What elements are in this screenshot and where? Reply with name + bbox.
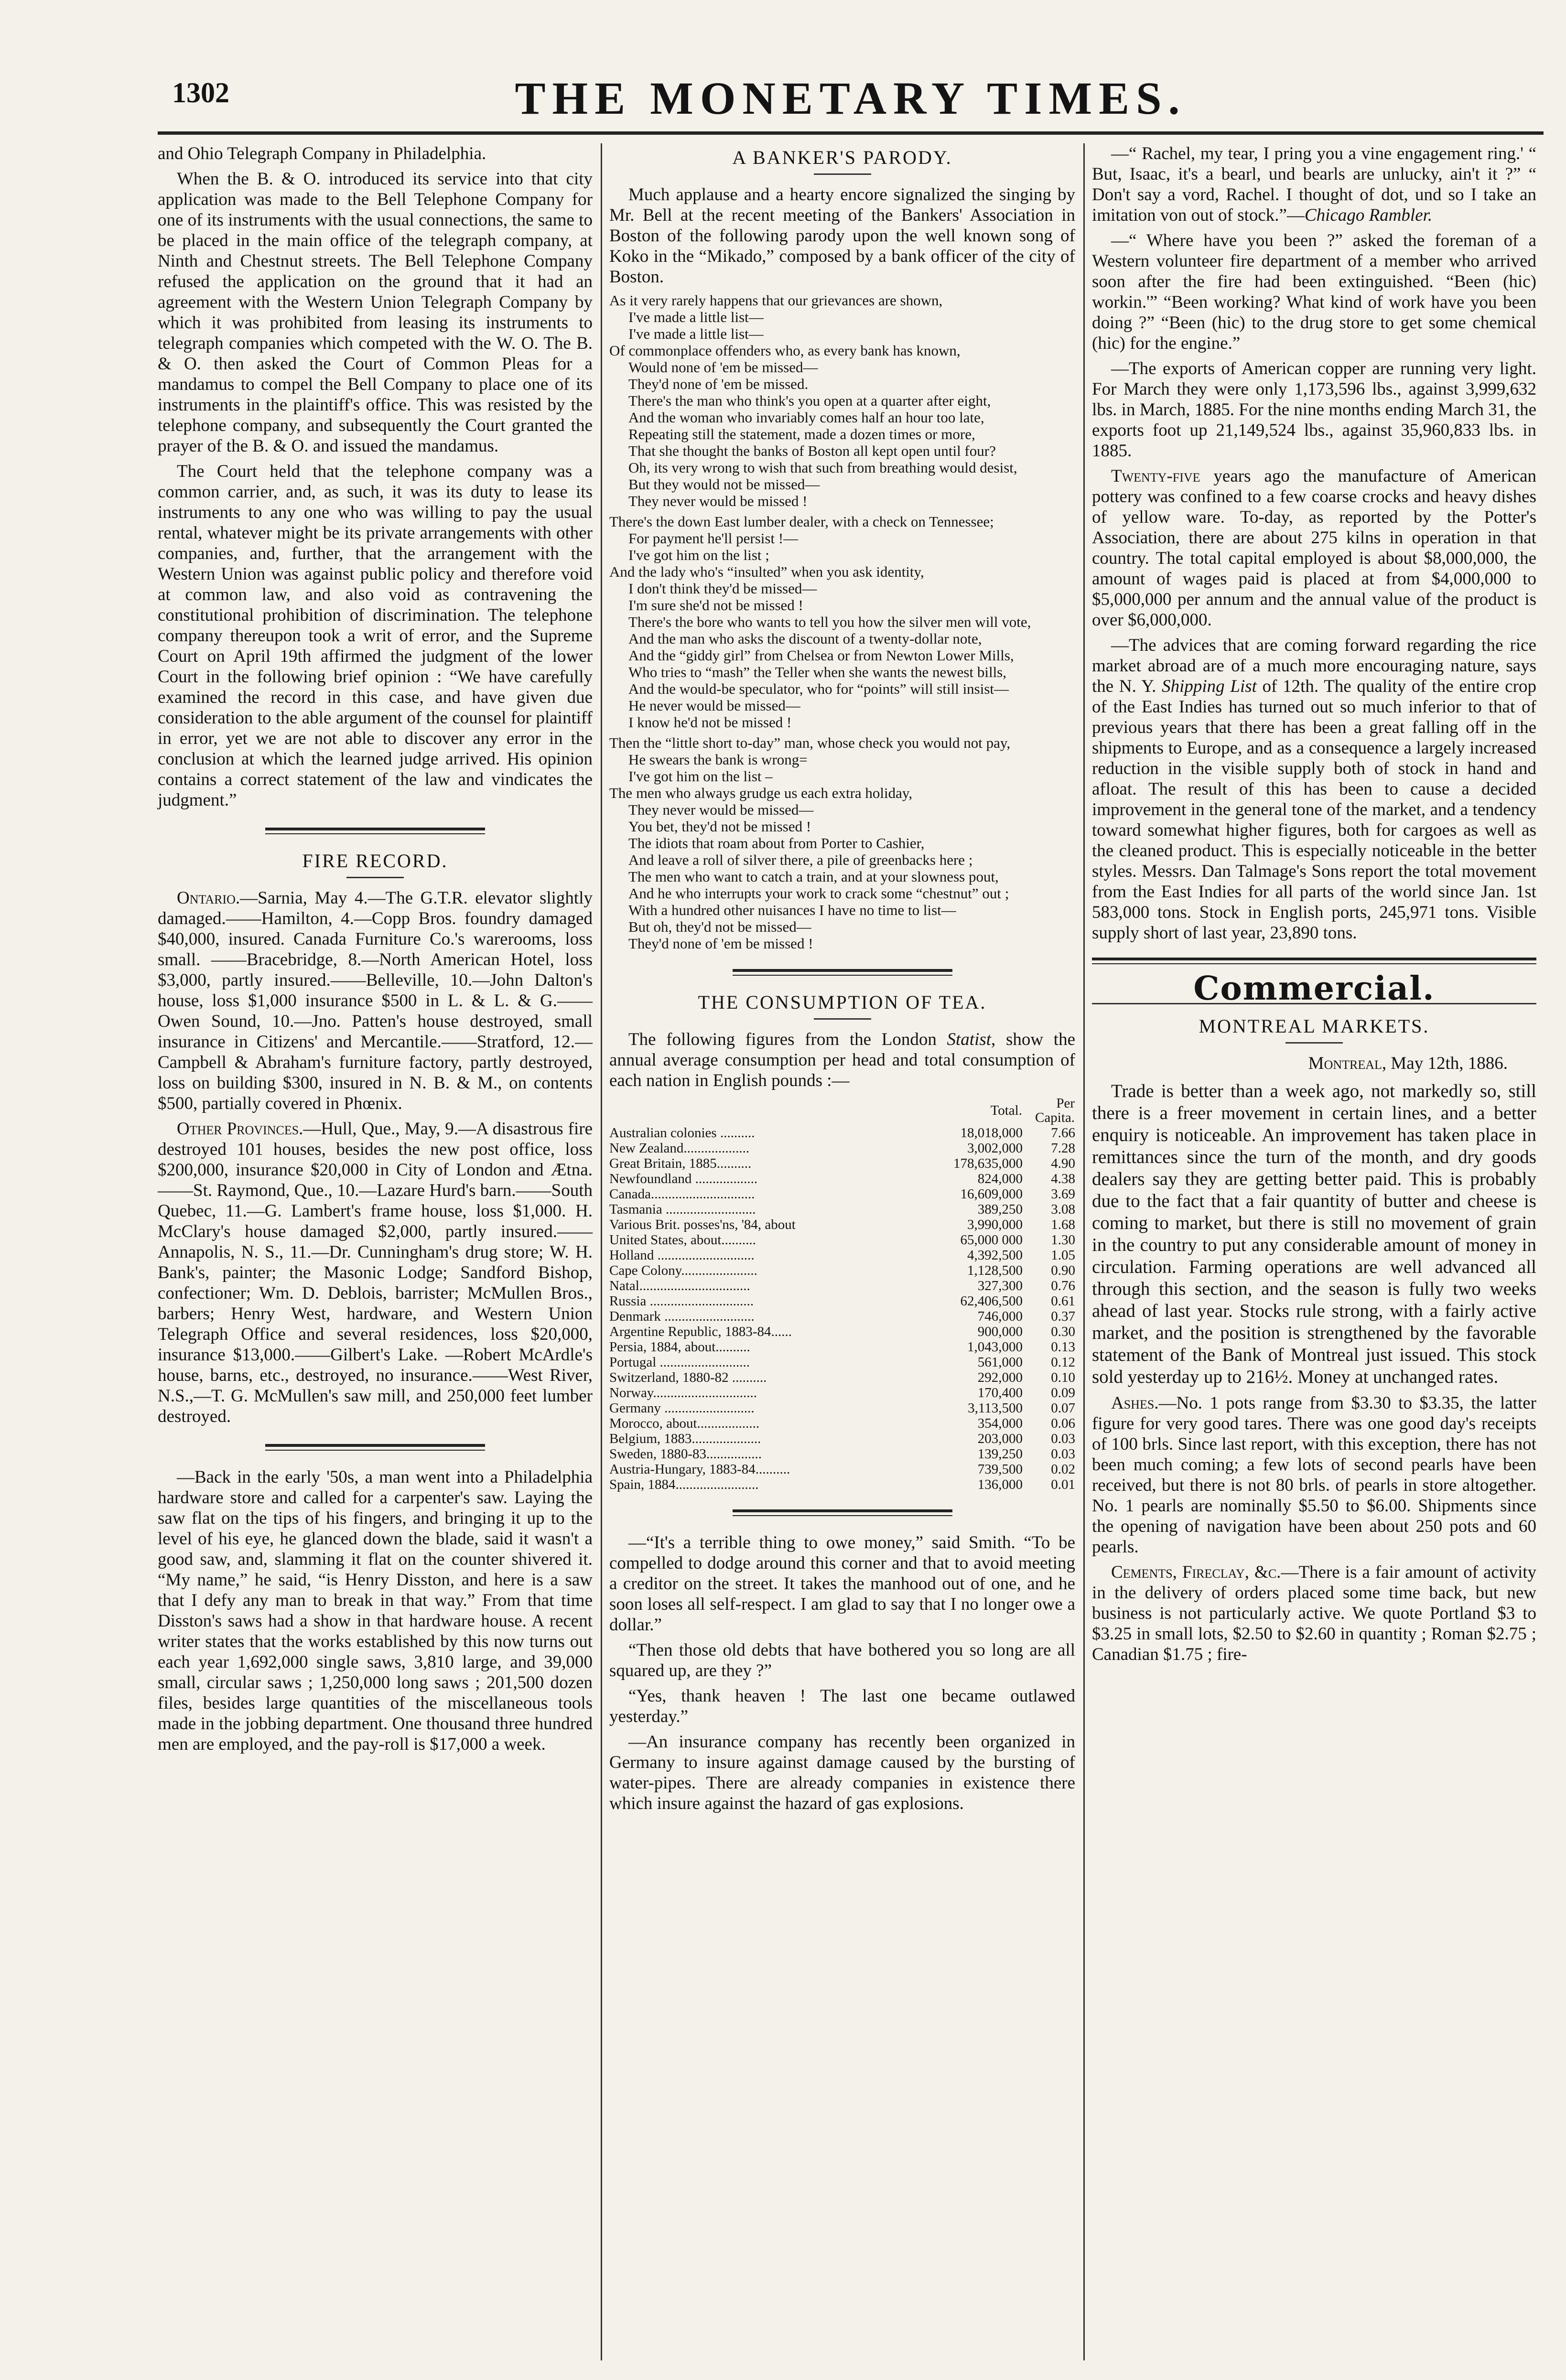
tea-country-cell: Norway.............................. <box>609 1385 757 1400</box>
parody-intro: Much applause and a hearty encore signalized the singing by Mr. Bell at the recent meeting of the Bankers' Association in Boston of the following parody upon the well known song of Koko in the “Mikado,” composed by a bank officer of the city of Boston. <box>609 185 1075 287</box>
table-row <box>609 1171 1075 1186</box>
table-row <box>609 1293 1075 1309</box>
verse-line: And he who interrupts your work to crack some “chestnut” out ; <box>628 885 1009 902</box>
tea-country-cell: Switzerland, 1880-82 .......... <box>609 1370 767 1385</box>
tea-country-cell: Persia, 1884, about.......... <box>609 1339 750 1355</box>
header-rule <box>158 131 1544 135</box>
verse-line: I know he'd not be missed ! <box>628 714 792 731</box>
ashes-label: Ashes. <box>1111 1393 1159 1413</box>
table-row <box>609 1156 1075 1171</box>
verse-line: But oh, they'd not be missed— <box>628 918 811 935</box>
tea-country-cell: Argentine Republic, 1883-84...... <box>609 1324 792 1339</box>
rice-source: Shipping List <box>1162 677 1257 696</box>
table-row <box>609 1232 1075 1248</box>
tea-country-cell: Denmark .......................... <box>609 1309 755 1324</box>
tea-consumption-table <box>609 1096 1075 1492</box>
rice-paragraph <box>1092 635 1536 943</box>
tea-country-cell: Spain, 1884........................ <box>609 1477 759 1492</box>
verse-line: But they would not be missed— <box>628 476 820 493</box>
tea-country-cell: Holland ............................ <box>609 1248 755 1263</box>
tea-total-cell: 62,406,500 <box>960 1293 1023 1309</box>
disston-paragraph: —Back in the early '50s, a man went into a Philadelphia hardware store and called for a carpenter's saw. Laying the saw flat on the tips of his fingers, and bringing it up to the level of his eye, he glanced down the blade, said it wasn't a good saw, and, slamming it flat on the counter shivered it. “My name,” he said, “is Henry Disston, and here is a saw that I defy any man to break in that way.” From that time Disston's saws had a show in that hardware house. A recent writer states that the works established by this now turns out each year 1,692,000 single saws, 3,810 large, and 39,000 small, circular saws ; 1,250,000 long saws ; 201,500 dozen files, besides large quantities of the miscellaneous tools made in the jobbing department. One thousand three hundred men are employed, and the pay-roll is $17,000 a week. <box>158 1467 593 1754</box>
table-row <box>609 1477 1075 1492</box>
tea-total-cell: 327,300 <box>977 1278 1023 1293</box>
column-1 <box>158 143 593 1759</box>
section-divider <box>265 828 485 834</box>
tea-country-cell: United States, about.......... <box>609 1232 756 1248</box>
copper-paragraph: —The exports of American copper are running very light. For March they were only 1,173,596 lbs., against 3,999,632 lbs. in March, 1885. For the nine months ending March 31, the exports foot up 21,149,524 lbs., against 35,960,833 lbs. in 1885. <box>1092 359 1537 461</box>
tea-per-capita-cell: 7.28 <box>1051 1141 1075 1156</box>
tea-total-cell: 354,000 <box>977 1416 1023 1431</box>
tea-per-capita-cell: 0.02 <box>1051 1462 1075 1477</box>
table-row <box>609 1416 1075 1431</box>
tea-table-body <box>609 1125 1075 1492</box>
owe-money-paragraph-2: “Then those old debts that have bothered you so long are all squared up, are they ?” <box>609 1640 1075 1680</box>
tea-total-cell: 3,002,000 <box>967 1141 1023 1156</box>
table-row <box>609 1186 1075 1202</box>
fireman-paragraph: —“ Where have you been ?” asked the foreman of a Western volunteer fire department of a member who arrived soon after the fire had been extinguished. “Been (hic) workin.'” “Been working? What kind of work have you been doing ?” “Been (hic) to the drug store to get some chemical (hic) for the engine.” <box>1092 231 1536 353</box>
table-row <box>609 1309 1075 1324</box>
section-divider <box>733 969 952 976</box>
verse-line: The men who want to catch a train, and at your slowness pout, <box>628 868 999 885</box>
fire-ontario-text: —Sarnia, May 4.—The G.T.R. elevator slightly damaged.——Hamilton, 4.—Copp Bros. foundry damaged $40,000, insured. Canada Furniture Co.'s warerooms, loss small. ——Bracebridge, 8.—North American Hotel, loss $3,000, partly insured.——Belleville, 10.—John Dalton's house, loss $1,000 insurance $500 in L. & L. & G.——Owen Sound, 10.—Jno. Patten's house destroyed, small insurance in Citizens' and Mercantile.——Stratford, 12.—Campbell & Abraham's furniture factory, partly destroyed, loss on building $300, insured in N. B. & M., on contents $500, partially covered in Phœnix. <box>158 888 593 1113</box>
tea-per-capita-cell: 0.10 <box>1051 1370 1075 1385</box>
table-row <box>609 1370 1075 1385</box>
tea-country-cell: Germany .......................... <box>609 1400 755 1416</box>
tea-per-capita-cell: 0.06 <box>1051 1416 1075 1431</box>
fire-other-label: Other Provinces. <box>177 1119 303 1139</box>
parody-heading: A BANKER'S PARODY. <box>732 147 952 168</box>
table-row <box>609 1141 1075 1156</box>
parody-verse-3 <box>609 734 1075 952</box>
pottery-paragraph <box>1092 466 1536 630</box>
verse-line: I've made a little list— <box>628 325 764 342</box>
tea-total-cell: 824,000 <box>977 1171 1023 1186</box>
rachel-paragraph <box>1092 143 1536 226</box>
table-row <box>609 1355 1075 1370</box>
table-row <box>609 1125 1075 1141</box>
market-report <box>1092 1080 1536 1388</box>
cements-text: —There is a fair amount of activity in the delivery of orders placed some time back, but new business is not particularly active. We quote Portland $3 to $3.25 in small lots, $2.50 to $2.60 in quantity ; Roman $2.75 ; Canadian $1.75 ; fire- <box>1092 1562 1536 1664</box>
tea-total-cell: 139,250 <box>977 1446 1023 1462</box>
heading-underline <box>1285 1042 1343 1044</box>
tea-per-capita-cell: 0.76 <box>1051 1278 1075 1293</box>
dateline-place: Montreal <box>1308 1054 1382 1073</box>
table-row <box>609 1202 1075 1217</box>
verse-line: They'd none of 'em be missed. <box>628 376 809 392</box>
tea-per-capita-cell: 0.01 <box>1051 1477 1075 1492</box>
owe-money-paragraph: —“It's a terrible thing to owe money,” said Smith. “To be compelled to dodge around this corner and that to avoid meeting a creditor on the street. It takes the manhood out of one, and he soon loses all self-respect. I am glad to say that I no longer owe a dollar.” <box>609 1533 1075 1635</box>
table-row <box>609 1324 1075 1339</box>
table-row <box>609 1446 1075 1462</box>
verse-line: And the man who asks the discount of a twenty-dollar note, <box>628 630 982 647</box>
tea-total-cell: 561,000 <box>977 1355 1023 1370</box>
rice-text: of 12th. The quality of the entire crop of the East Indies has turned out so much inferior to that of previous years that there has been a great falling off in the shipments to Europe, and as a consequence a largely increased reduction in the visible supply both of stock in hand and afloat. The result of this has been to cause a decided improvement in the general tone of the market, and a tendency toward somewhat higher figures, both for cargoes as well as the cleaned product. This is especially noticeable in the better styles. Messrs. Dan Talmage's Sons report the total movement from the East Indies for all parts of the world since Jan. 1st 583,000 tons. Stock in English ports, 245,971 tons. Visible supply short of last year, 23,890 tons. <box>1092 677 1536 943</box>
tea-per-capita-cell: 7.66 <box>1051 1125 1075 1141</box>
verse-line: There's the bore who wants to tell you how the silver men will vote, <box>628 614 1031 630</box>
rice-text: —The advices that are coming forward regarding the rice market abroad are of a much more encouraging nature, says the N. Y. <box>1092 635 1536 696</box>
verse-line: There's the man who think's you open at a quarter after eight, <box>628 392 991 409</box>
heading-underline <box>814 173 871 175</box>
rachel-text: —“ Rachel, my tear, I pring you a vine engagement ring.' “ But, Isaac, it's a bearl, und bearls are unlucky, ain't it ?” “ Don't say a vord, Rachel. I thought of dot, und so I take an imitation von out of stock.”— <box>1092 144 1536 225</box>
section-divider <box>1092 958 1536 964</box>
cements-label: Cements, Fireclay, &c. <box>1111 1562 1281 1582</box>
table-row <box>609 1339 1075 1355</box>
tea-per-capita-cell: 0.07 <box>1051 1400 1075 1416</box>
tea-total-cell: 16,609,000 <box>960 1186 1023 1202</box>
verse-line: He never would be missed— <box>628 697 800 714</box>
cements-paragraph <box>1092 1562 1536 1665</box>
tea-total-cell: 3,990,000 <box>967 1217 1023 1232</box>
verse-line: I don't think they'd be missed— <box>628 580 817 597</box>
verse-line: The men who always grudge us each extra holiday, <box>609 785 913 801</box>
tea-country-cell: Sweden, 1880-83................ <box>609 1446 762 1462</box>
verse-line: I'm sure she'd not be missed ! <box>628 597 803 614</box>
tea-total-cell: 292,000 <box>977 1370 1023 1385</box>
tea-country-cell: Great Britain, 1885.......... <box>609 1156 752 1171</box>
verse-line: That she thought the banks of Boston all kept open until four? <box>628 442 996 459</box>
tea-per-capita-cell: 1.30 <box>1051 1232 1075 1248</box>
tea-intro-source: Statist <box>947 1030 992 1049</box>
verse-line: They never would be missed ! <box>628 493 808 509</box>
column-divider-1 <box>601 143 602 2360</box>
table-row <box>609 1278 1075 1293</box>
table-row <box>609 1400 1075 1416</box>
verse-line: The idiots that roam about from Porter to Cashier, <box>628 835 925 851</box>
verse-line: You bet, they'd not be missed ! <box>628 818 811 835</box>
verse-line: They'd none of 'em be missed ! <box>628 935 813 952</box>
verse-line: I've made a little list— <box>628 309 764 325</box>
heading-underline <box>814 1018 871 1020</box>
verse-line: Who tries to “mash” the Teller when she wants the newest bills, <box>628 664 1006 680</box>
tea-per-capita-cell: 3.08 <box>1051 1202 1075 1217</box>
fire-ontario-label: Ontario. <box>177 888 240 908</box>
tea-total-cell: 900,000 <box>977 1324 1023 1339</box>
tea-country-cell: Newfoundland .................. <box>609 1171 758 1186</box>
tea-total-cell: 739,500 <box>977 1462 1023 1477</box>
verse-line: Would none of 'em be missed— <box>628 359 818 376</box>
verse-line: As it very rarely happens that our grievances are shown, <box>609 292 943 309</box>
dateline <box>1092 1053 1536 1074</box>
tea-total-cell: 136,000 <box>977 1477 1023 1492</box>
dateline-date: , May 12th, 1886. <box>1382 1054 1508 1073</box>
tea-per-capita-cell: 0.13 <box>1051 1339 1075 1355</box>
section-divider <box>733 1509 952 1516</box>
pottery-text: years ago the manufacture of American pottery was confined to a few coarse crocks and heavy dishes of yellow ware. To-day, as reported by the Potter's Association, there are about 275 kilns in operation in that country. The total capital employed is about $8,000,000, the amount of wages paid is placed at from $4,000,000 to $5,000,000 per annum and the annual value of the product is over $6,000,000. <box>1092 466 1536 630</box>
tea-total-cell: 18,018,000 <box>960 1125 1023 1141</box>
masthead-title: THE MONETARY TIMES. <box>515 73 1187 124</box>
tea-country-cell: Portugal .......................... <box>609 1355 750 1370</box>
table-row <box>609 1263 1075 1278</box>
tea-country-cell: Austria-Hungary, 1883-84.......... <box>609 1462 790 1477</box>
tea-country-cell: New Zealand................... <box>609 1141 750 1156</box>
table-row <box>609 1248 1075 1263</box>
tea-per-capita-cell: 4.90 <box>1051 1156 1075 1171</box>
telephone-paragraph-1: and Ohio Telegraph Company in Philadelphia. <box>158 144 486 163</box>
tea-total-cell: 203,000 <box>977 1431 1023 1446</box>
verse-line: I've got him on the list ; <box>628 547 769 563</box>
verse-line: For payment he'll persist !— <box>628 530 799 547</box>
verse-line: And the woman who invariably comes half an hour too late, <box>628 409 984 426</box>
column-divider-2 <box>1083 143 1085 2360</box>
verse-line: And the would-be speculator, who for “points” will still insist— <box>628 680 1009 697</box>
tea-per-capita-cell: 3.69 <box>1051 1186 1075 1202</box>
tea-country-cell: Tasmania .......................... <box>609 1202 756 1217</box>
fire-ontario-paragraph <box>158 888 593 1114</box>
verse-line: Repeating still the statement, made a dozen times or more, <box>628 426 975 442</box>
table-row <box>609 1385 1075 1400</box>
tea-per-capita-cell: 0.09 <box>1051 1385 1075 1400</box>
table-row <box>609 1462 1075 1477</box>
verse-line: There's the down East lumber dealer, with a check on Tennessee; <box>609 513 994 530</box>
tea-per-capita-cell: 0.03 <box>1051 1431 1075 1446</box>
tea-per-capita-cell: 4.38 <box>1051 1171 1075 1186</box>
ashes-text: —No. 1 pots range from $3.30 to $3.35, the latter figure for very good tares. There was one good day's receipts of 100 brls. Since last report, with this exception, there has not been much coming; a few lots of second pearls have been received, but there is not 80 brls. of pearls in store altogether. No. 1 pearls are nominally $5.50 to $6.00. Shipments since the opening of navigation have been about 250 pots and 60 pearls. <box>1092 1393 1536 1557</box>
tea-per-capita-cell: 0.12 <box>1051 1355 1075 1370</box>
pottery-lead: Twenty-five <box>1111 466 1200 486</box>
tea-intro-text: The following figures from the London <box>628 1030 947 1049</box>
tea-country-cell: Natal................................ <box>609 1278 750 1293</box>
fire-other-text: —Hull, Que., May, 9.—A disastrous fire destroyed 101 houses, besides the new post office, loss $200,000, insurance $20,000 in City of London and Ætna.——St. Raymond, Que., 10.—Lazare Hurd's barn.——South Quebec, 11.—G. Lambert's frame house, loss $1,000. H. McClary's house damaged $2,000, partly insured.——Annapolis, N. S., 11.—Dr. Cunningham's drug store; W. H. Bank's, painter; the Masonic Lodge; Sandford Bishop, confectioner; Wm. D. Deblois, barrister; McMullen Bros., barbers; Henry West, hardware, and Western Union Telegraph Office and several residences, loss $20,000, insurance $13,000.——Gilbert's Lake. —Robert McArdle's house, barns, etc., destroyed, no insurance.——West River, N.S.,—T. G. McMullen's saw mill, and 250,000 feet lumber destroyed. <box>158 1119 593 1426</box>
telephone-paragraph-2: When the B. & O. introduced its service into that city application was made to the Bell Telephone Company for one of its instruments with the usual connections, the same to be placed in the main office of the telegraph company, at Ninth and Chestnut streets. The Bell Telephone Company refused the application on the ground that it had an agreement with the Western Union Telegraph Company by which it was prohibited from leasing its instruments to telegraph companies which competed with the W. O. The B. & O. then asked the Court of Common Pleas for a mandamus to compel the Bell Company to place one of its instruments in the plaintiff's office. This was resisted by the telephone company, and subsequently the Court granted the prayer of the B. & O. and issued the mandamus. <box>158 169 593 456</box>
table-header-per-capita: Per Capita. <box>1035 1096 1075 1125</box>
tea-per-capita-cell: 1.68 <box>1051 1217 1075 1232</box>
table-row <box>609 1217 1075 1232</box>
tea-per-capita-cell: 0.30 <box>1051 1324 1075 1339</box>
column-2 <box>609 143 1075 1819</box>
parody-verse-2 <box>609 513 1075 731</box>
section-divider <box>265 1444 485 1451</box>
owe-money-paragraph-3: “Yes, thank heaven ! The last one became outlawed yesterday.” <box>609 1686 1075 1726</box>
tea-per-capita-cell: 0.90 <box>1051 1263 1075 1278</box>
table-row <box>609 1431 1075 1446</box>
tea-per-capita-cell: 1.05 <box>1051 1248 1075 1263</box>
verse-line: And leave a roll of silver there, a pile of greenbacks here ; <box>628 851 973 868</box>
tea-per-capita-cell: 0.61 <box>1051 1293 1075 1309</box>
montreal-markets-heading: MONTREAL MARKETS. <box>1199 1015 1430 1037</box>
tea-intro-text: , show the annual average consumption per head and total consumption of each nation in English pounds :— <box>609 1030 1075 1090</box>
fire-record-heading: FIRE RECORD. <box>302 850 448 872</box>
telephone-paragraph-3: The Court held that the telephone company was a common carrier, and, as such, it was its duty to lease its instruments to any one who was willing to pay the usual rental, whatever might be its private arrangements with other companies, and, further, that the arrangement with the Western Union was against public policy and therefore void at common law, and also void as contravening the constitutional prohibition of discrimination. The telephone company thereupon took a writ of error, and the Supreme Court on April 19th affirmed the judgment of the lower Court in the following brief opinion : “We have carefully examined the record in this case, and have given due consideration to the able argument of the counsel for plaintiff in error, yet we are not able to discover any error in the conclusion at which the learned judge arrived. His opinion contains a correct statement of the law and vindicates the judgment.” <box>158 462 593 810</box>
tea-country-cell: Canada.............................. <box>609 1186 755 1202</box>
tea-intro <box>609 1029 1075 1091</box>
tea-per-capita-cell: 0.37 <box>1051 1309 1075 1324</box>
tea-heading: THE CONSUMPTION OF TEA. <box>698 991 987 1013</box>
ashes-paragraph <box>1092 1393 1536 1557</box>
trade-paragraph: Trade is better than a week ago, not markedly so, still there is a freer movement in certain lines, and a better enquiry is noticeable. An improvement has taken place in remittances since the turn of the month, and dry goods dealers say they are getting better paid. This is probably due to the fact that a fair quantity of butter and cheese is coming to market, but there is still no movement of grain in the country to put any considerable amount of money in circulation. Farming operations are well advanced all through this section, and the season is fully two weeks ahead of last year. Stocks rule strong, with a fairly active market, and the position is strengthened by the favorable statement of the Bank of Montreal just issued. This stock sold yesterday up to 216½. Money at unchanged rates. <box>1092 1081 1536 1387</box>
verse-line: Oh, its very wrong to wish that such from breathing would desist, <box>628 459 1017 476</box>
tea-total-cell: 746,000 <box>977 1309 1023 1324</box>
tea-total-cell: 65,000 000 <box>960 1232 1023 1248</box>
tea-country-cell: Belgium, 1883.................... <box>609 1431 761 1446</box>
verse-line: Then the “little short to-day” man, whose check you would not pay, <box>609 734 1011 751</box>
page-header <box>172 72 1529 134</box>
verse-line: And the lady who's “insulted” when you ask identity, <box>609 563 924 580</box>
insurance-paragraph: —An insurance company has recently been organized in Germany to insure against damage caused by the bursting of water-pipes. There are already companies in existence there which insure against the hazard of gas explosions. <box>609 1732 1075 1813</box>
tea-total-cell: 3,113,500 <box>968 1400 1023 1416</box>
heading-underline <box>346 877 404 878</box>
verse-line: Of commonplace offenders who, as every bank has known, <box>609 342 961 359</box>
verse-line: They never would be missed— <box>628 801 814 818</box>
rachel-source: Chicago Rambler. <box>1304 205 1433 225</box>
tea-total-cell: 389,250 <box>977 1202 1023 1217</box>
tea-per-capita-cell: 0.03 <box>1051 1446 1075 1462</box>
fire-other-paragraph <box>158 1119 593 1427</box>
tea-country-cell: Morocco, about.................. <box>609 1416 760 1431</box>
parody-verse-1 <box>609 292 1075 509</box>
tea-country-cell: Australian colonies .......... <box>609 1125 755 1141</box>
tea-total-cell: 178,635,000 <box>953 1156 1023 1171</box>
verse-line: He swears the bank is wrong= <box>628 751 808 768</box>
tea-country-cell: Russia .............................. <box>609 1293 754 1309</box>
verse-line: I've got him on the list – <box>628 768 773 785</box>
tea-country-cell: Various Brit. posses'ns, '84, about <box>609 1217 796 1232</box>
tea-total-cell: 1,128,500 <box>967 1263 1023 1278</box>
table-header-total: Total. <box>990 1103 1022 1118</box>
verse-line: With a hundred other nuisances I have no time to list— <box>628 902 956 918</box>
commercial-heading: Commercial. <box>1193 969 1435 1008</box>
table-header-name <box>609 1096 932 1125</box>
tea-total-cell: 170,400 <box>977 1385 1023 1400</box>
page-number: 1302 <box>172 77 229 108</box>
verse-line: And the “giddy girl” from Chelsea or from Newton Lower Mills, <box>628 647 1014 664</box>
tea-country-cell: Cape Colony...................... <box>609 1263 757 1278</box>
column-3 <box>1092 143 1536 1669</box>
tea-total-cell: 1,043,000 <box>967 1339 1023 1355</box>
tea-total-cell: 4,392,500 <box>967 1248 1023 1263</box>
